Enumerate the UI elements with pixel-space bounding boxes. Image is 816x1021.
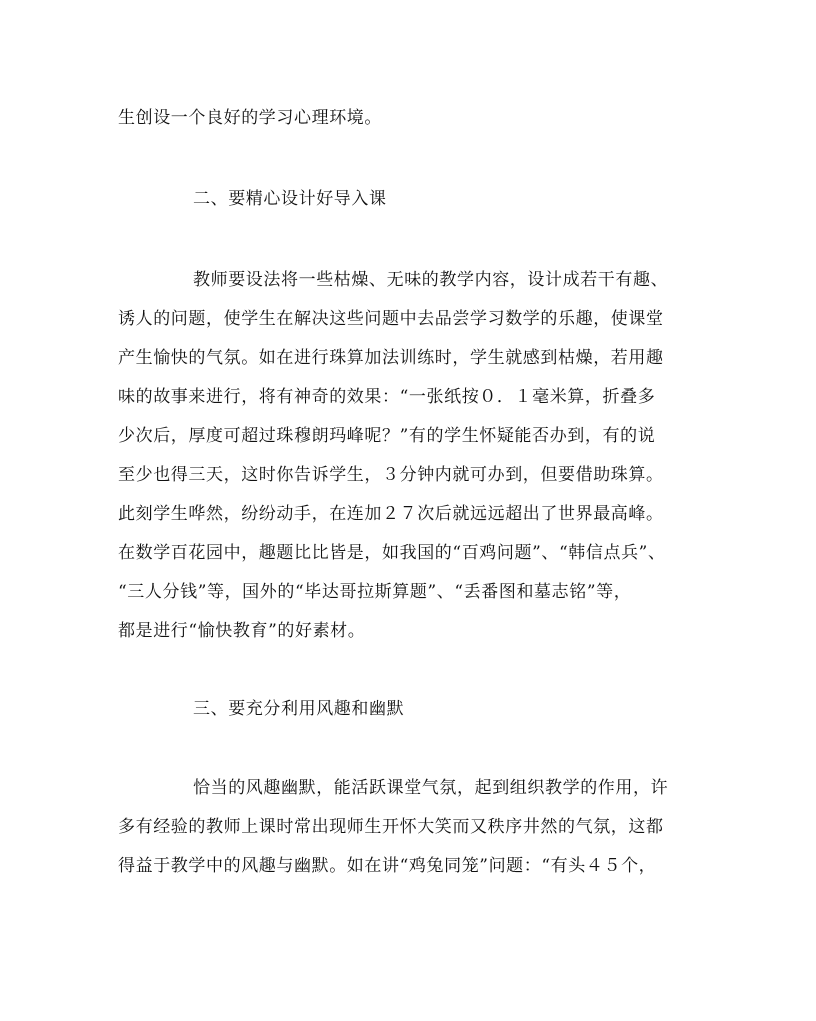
paragraph-line: 恰当的风趣幽默，能活跃课堂气氛，起到组织教学的作用，许: [193, 778, 669, 798]
section-heading-2: 二、要精心设计好导入课: [193, 189, 387, 209]
paragraph-line: 得益于教学中的风趣与幽默。如在讲“鸡兔同笼”问题：“有头４５个，: [118, 856, 657, 876]
section-heading-3: 三、要充分利用风趣和幽默: [193, 699, 405, 719]
paragraph-line: 产生愉快的气氛。如在进行珠算加法训练时，学生就感到枯燥，若用趣: [118, 348, 664, 368]
paragraph-line: 教师要设法将一些枯燥、无味的教学内容，设计成若干有趣、: [193, 270, 669, 290]
paragraph-line-intro: 生创设一个良好的学习心理环境。: [118, 108, 382, 128]
paragraph-line: 味的故事来进行，将有神奇的效果：“一张纸按０．１毫米算，折叠多: [118, 387, 656, 407]
paragraph-line: 此刻学生哗然，纷纷动手，在连加２７次后就远远超出了世界最高峰。: [118, 504, 664, 524]
paragraph-line: 少次后，厚度可超过珠穆朗玛峰呢？”有的学生怀疑能否办到，有的说: [118, 426, 656, 446]
paragraph-line: 诱人的问题，使学生在解决这些问题中去品尝学习数学的乐趣，使课堂: [118, 309, 664, 329]
paragraph-line: 至少也得三天，这时你告诉学生，３分钟内就可办到，但要借助珠算。: [118, 465, 664, 485]
paragraph-line: “三人分钱”等，国外的“毕达哥拉斯算题”、“丢番图和墓志铭”等，: [118, 582, 632, 602]
paragraph-line: 都是进行“愉快教育”的好素材。: [118, 621, 366, 641]
paragraph-line: 在数学百花园中，趣题比比皆是，如我国的“百鸡问题”、“韩信点兵”、: [118, 543, 666, 563]
paragraph-line: 多有经验的教师上课时常出现师生开怀大笑而又秩序井然的气氛，这都: [118, 817, 664, 837]
